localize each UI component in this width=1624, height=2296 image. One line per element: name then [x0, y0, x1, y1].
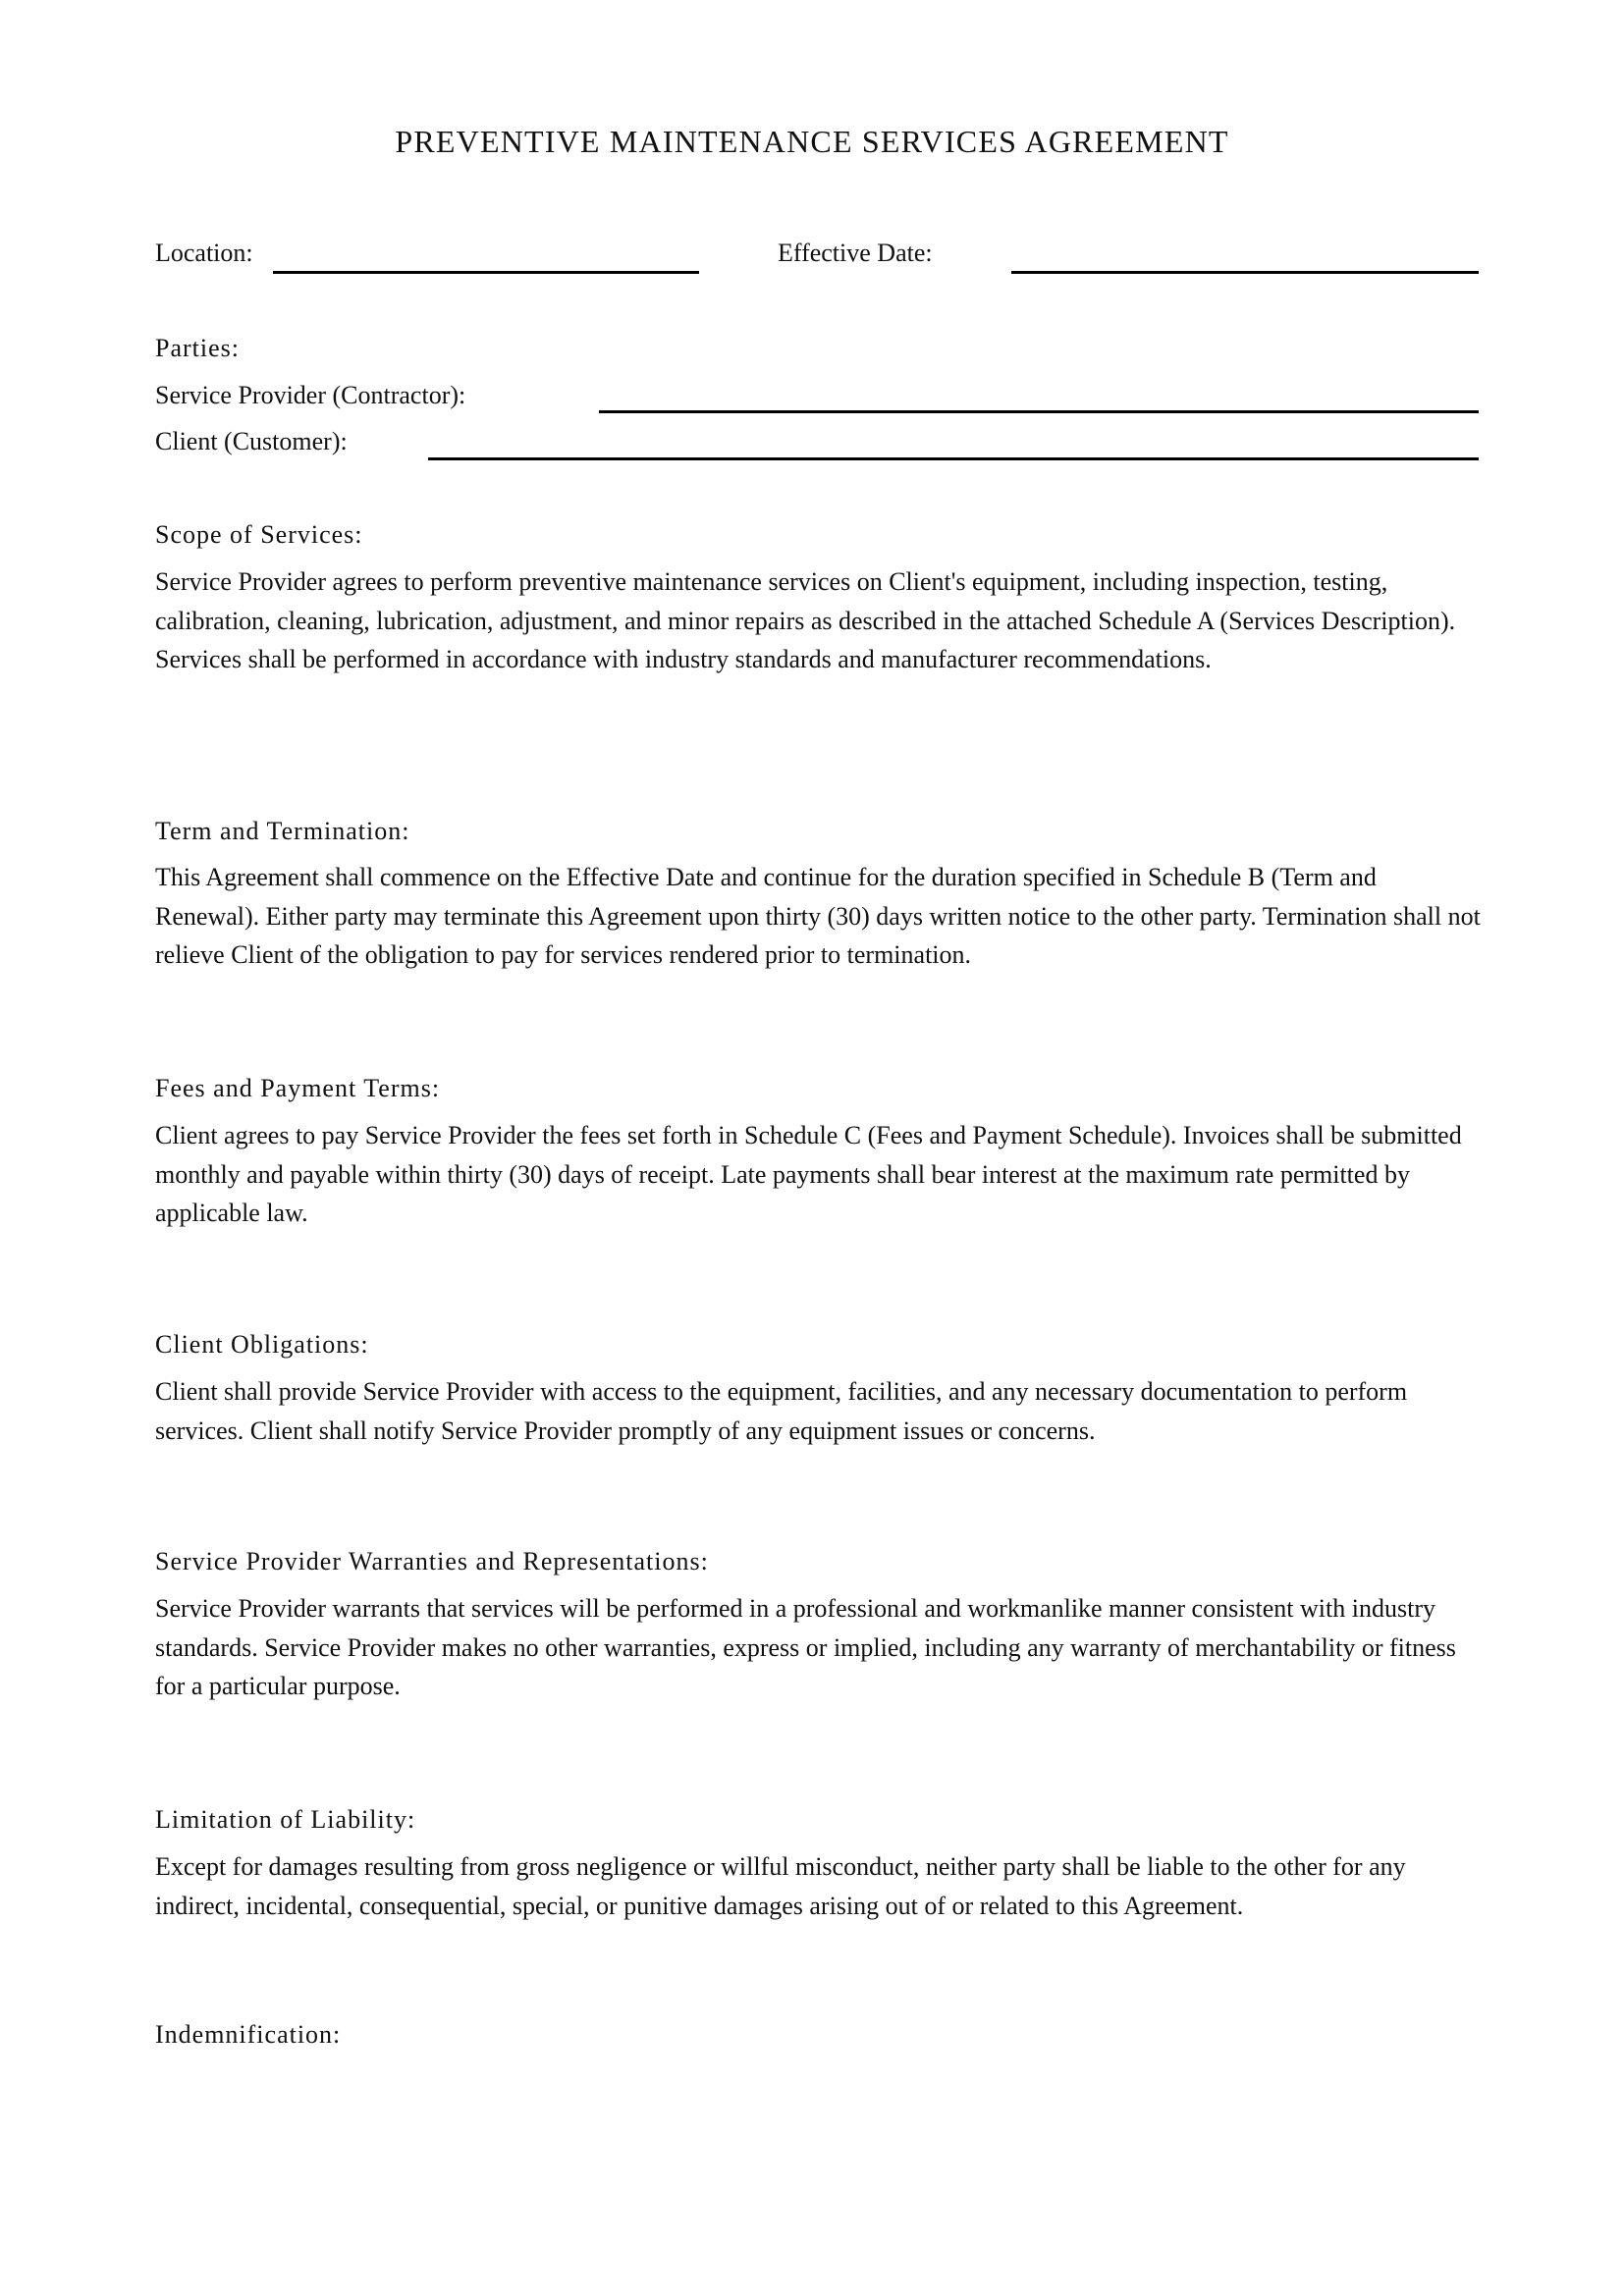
indemnification-heading: Indemnification: — [155, 2020, 342, 2049]
liability-body: Except for damages resulting from gross negligence or willful misconduct, neither party shall be liable to the other for any indirect, incidental, consequential, special, or punitive damages arising out of or related to this Agreement. — [155, 1852, 1406, 1920]
client-obligations-body: Client shall provide Service Provider with access to the equipment, facilities, and any necessary documentation to perform services. Client shall notify Service Provider promptly of any equipment issues or concerns. — [155, 1377, 1408, 1445]
client-field-line[interactable] — [428, 457, 1479, 460]
service-provider-field-line[interactable] — [599, 410, 1479, 413]
effective-date-field-line[interactable] — [1011, 271, 1479, 274]
client-label: Client (Customer): — [155, 427, 348, 455]
scope-body: Service Provider agrees to perform preventive maintenance services on Client's equipment, including inspection, testing, calibration, cleaning, lubrication, adjustment, and minor repairs as described in the attached Schedule A (Services Description). Services shall be performed in accordance with industry standards and manufacturer recommendations. — [155, 567, 1456, 673]
term-heading: Term and Termination: — [155, 817, 410, 845]
warranties-heading: Service Provider Warranties and Representations: — [155, 1547, 709, 1575]
effective-date-label: Effective Date: — [778, 239, 933, 267]
client-obligations-heading: Client Obligations: — [155, 1330, 369, 1359]
parties-heading: Parties: — [155, 334, 240, 362]
document-title: PREVENTIVE MAINTENANCE SERVICES AGREEMENT — [395, 124, 1229, 159]
fees-body: Client agrees to pay Service Provider the fees set forth in Schedule C (Fees and Payment Schedule). Invoices shall be submitted monthly and payable within thirty (30) days of receipt. Late payments shall bear interest at the maximum rate permitted by applicable law. — [155, 1121, 1462, 1227]
fees-heading: Fees and Payment Terms: — [155, 1074, 441, 1102]
term-body: This Agreement shall commence on the Effective Date and continue for the duration specified in Schedule B (Term and Renewal). Either party may terminate this Agreement upon thirty (30) days written notice to the other party. Termination shall not relieve Client of the obligation to pay for services rendered prior to termination. — [155, 863, 1481, 969]
scope-heading: Scope of Services: — [155, 520, 363, 549]
location-field-line[interactable] — [273, 271, 699, 274]
location-label: Location: — [155, 239, 253, 267]
service-provider-label: Service Provider (Contractor): — [155, 381, 466, 409]
liability-heading: Limitation of Liability: — [155, 1805, 416, 1834]
warranties-body: Service Provider warrants that services will be performed in a professional and workmanlike manner consistent with industry standards. Service Provider makes no other warranties, express or implied, including any warranty of merchantability or fitness for a particular purpose. — [155, 1594, 1456, 1700]
